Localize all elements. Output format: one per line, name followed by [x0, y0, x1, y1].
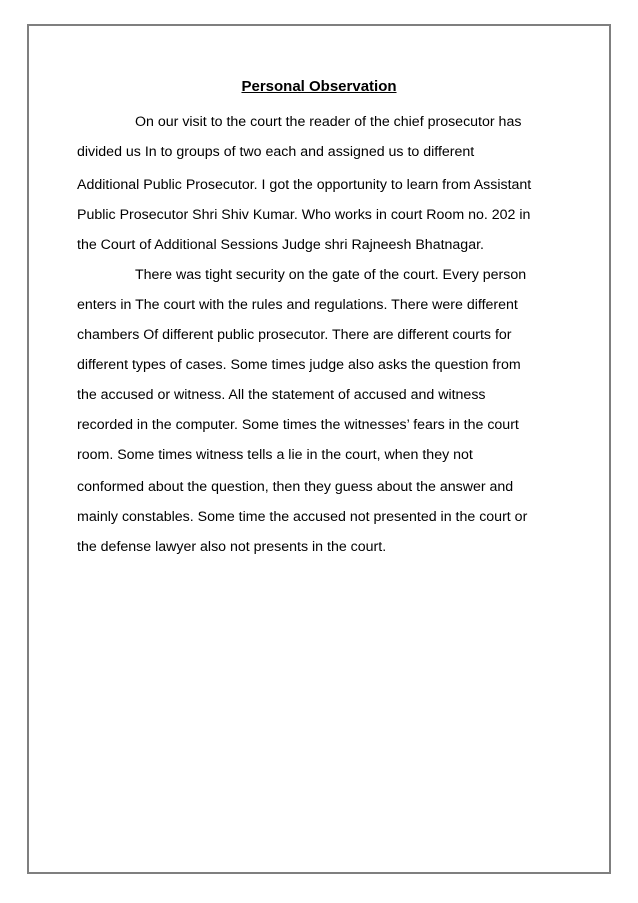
paragraph-2-line-7: room. Some times witness tells a lie in the court, when they not — [77, 447, 473, 463]
paragraph-2-line-10: the defense lawyer also not presents in the court. — [77, 539, 387, 555]
paragraph-2-line-1: There was tight security on the gate of the court. Every person — [135, 267, 527, 283]
paragraph-1-line-5: the Court of Additional Sessions Judge shri Rajneesh Bhatnagar. — [77, 237, 484, 253]
paragraph-2-line-2: enters in The court with the rules and regulations. There were different — [77, 297, 518, 313]
paragraph-1-line-4: Public Prosecutor Shri Shiv Kumar. Who works in court Room no. 202 in — [77, 207, 531, 223]
paragraph-1-line-2: divided us In to groups of two each and assigned us to different — [77, 144, 475, 160]
paragraph-1-line-3: Additional Public Prosecutor. I got the opportunity to learn from Assistant — [77, 177, 532, 193]
paragraph-2-line-6: recorded in the computer. Some times the witnesses’ fears in the court — [77, 417, 519, 433]
paragraph-2-line-8: conformed about the question, then they guess about the answer and — [77, 479, 514, 495]
paragraph-2-line-9: mainly constables. Some time the accused not presented in the court or — [77, 509, 528, 525]
page-title: Personal Observation — [241, 78, 397, 95]
paragraph-2-line-3: chambers Of different public prosecutor. There are different courts for — [77, 327, 512, 343]
paragraph-2-line-5: the accused or witness. All the statement of accused and witness — [77, 387, 486, 403]
paragraph-2-line-4: different types of cases. Some times judge also asks the question from — [77, 357, 521, 373]
paragraph-1-line-1: On our visit to the court the reader of the chief prosecutor has — [135, 114, 522, 130]
